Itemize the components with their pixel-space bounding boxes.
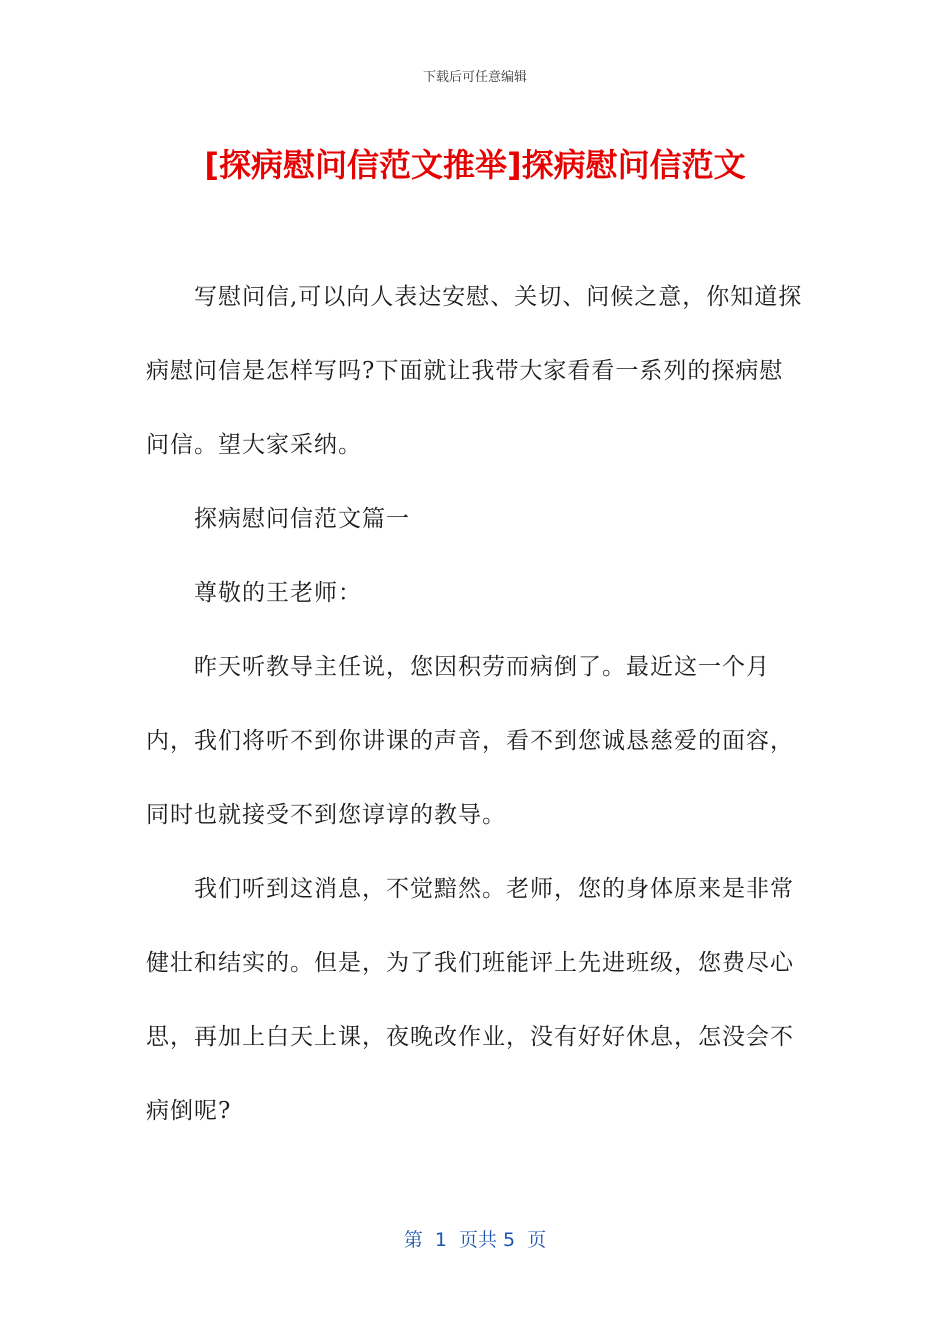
paragraph-salutation: 尊敬的王老师： xyxy=(194,580,362,606)
paragraph-body-1: 昨天听教导主任说，您因积劳而病倒了。最近这一个月内，我们将听不到你讲课的声音，看不到您诚恳慈爱的面容，同时也就接受不到您谆谆的教导。 xyxy=(146,654,794,828)
document-title: [探病慰问信范文推举]探病慰问信范文 xyxy=(204,146,746,184)
document-body xyxy=(146,260,806,1148)
page-footer: 第 1 页共 5 页 xyxy=(403,1229,547,1251)
header-note: 下载后可任意编辑 xyxy=(422,70,527,85)
paragraph-section-heading: 探病慰问信范文篇一 xyxy=(194,506,410,532)
paragraph-intro: 写慰问信,可以向人表达安慰、关切、问候之意，你知道探病慰问信是怎样写吗?下面就让我带大家看看一系列的探病慰问信。望大家采纳。 xyxy=(146,284,803,458)
paragraph-body-2: 我们听到这消息，不觉黯然。老师，您的身体原来是非常健壮和结实的。但是，为了我们班能评上先进班级，您费尽心思，再加上白天上课，夜晚改作业，没有好好休息，怎没会不病倒呢? xyxy=(146,876,794,1124)
